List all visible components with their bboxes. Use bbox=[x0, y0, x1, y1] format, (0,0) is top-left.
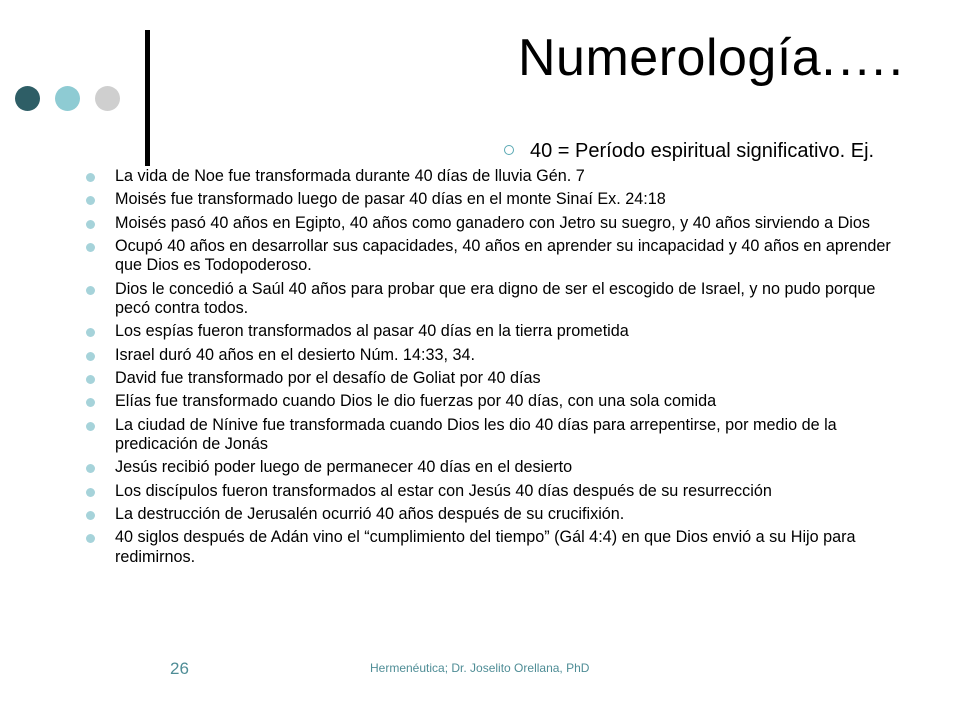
bullet-dot-icon bbox=[86, 464, 95, 473]
bullet-dot-icon bbox=[86, 196, 95, 205]
gray-dot-icon bbox=[95, 86, 120, 111]
bullet-dot-icon bbox=[86, 398, 95, 407]
list-item: Israel duró 40 años en el desierto Núm. 14:33, 34. bbox=[84, 346, 904, 366]
list-item: La ciudad de Nínive fue transformada cuando Dios les dio 40 días para arrepentirse, por medio de la predicación de Jonás bbox=[84, 416, 904, 455]
slide-title: Numerología.…. bbox=[518, 29, 904, 87]
bullet-dot-icon bbox=[86, 286, 95, 295]
ring-bullet-icon bbox=[504, 145, 514, 155]
list-item: Los discípulos fueron transformados al estar con Jesús 40 días después de su resurrección bbox=[84, 482, 904, 502]
bullet-list bbox=[84, 167, 904, 571]
list-item: 40 siglos después de Adán vino el “cumplimiento del tiempo” (Gál 4:4) en que Dios envió a su Hijo para redimirnos. bbox=[84, 528, 904, 567]
list-item: Ocupó 40 años en desarrollar sus capacidades, 40 años en aprender su incapacidad y 40 años en aprender que Dios es Todopoderoso. bbox=[84, 237, 904, 276]
title-divider-line bbox=[145, 30, 150, 166]
bullet-dot-icon bbox=[86, 328, 95, 337]
dark-teal-dot-icon bbox=[15, 86, 40, 111]
slide-footer: Hermenéutica; Dr. Joselito Orellana, PhD bbox=[370, 661, 590, 675]
light-teal-dot-icon bbox=[55, 86, 80, 111]
list-item: Elías fue transformado cuando Dios le dio fuerzas por 40 días, con una sola comida bbox=[84, 392, 904, 412]
list-item: La destrucción de Jerusalén ocurrió 40 años después de su crucifixión. bbox=[84, 505, 904, 525]
page-number: 26 bbox=[170, 659, 189, 678]
bullet-dot-icon bbox=[86, 243, 95, 252]
bullet-dot-icon bbox=[86, 220, 95, 229]
bullet-dot-icon bbox=[86, 534, 95, 543]
list-item: Los espías fueron transformados al pasar 40 días en la tierra prometida bbox=[84, 322, 904, 342]
bullet-dot-icon bbox=[86, 375, 95, 384]
slide-subtitle bbox=[504, 140, 874, 163]
subtitle-text: 40 = Período espiritual significativo. Ej. bbox=[530, 140, 875, 162]
list-item: Dios le concedió a Saúl 40 años para probar que era digno de ser el escogido de Israel, y no pudo porque pecó contra todos. bbox=[84, 280, 904, 319]
bullet-dot-icon bbox=[86, 352, 95, 361]
bullet-dot-icon bbox=[86, 422, 95, 431]
bullet-dot-icon bbox=[86, 511, 95, 520]
list-item: La vida de Noe fue transformada durante 40 días de lluvia Gén. 7 bbox=[84, 167, 904, 187]
list-item: Jesús recibió poder luego de permanecer 40 días en el desierto bbox=[84, 458, 904, 478]
bullet-dot-icon bbox=[86, 488, 95, 497]
list-item: David fue transformado por el desafío de Goliat por 40 días bbox=[84, 369, 904, 389]
list-item: Moisés fue transformado luego de pasar 40 días en el monte Sinaí Ex. 24:18 bbox=[84, 190, 904, 210]
bullet-dot-icon bbox=[86, 173, 95, 182]
list-item: Moisés pasó 40 años en Egipto, 40 años como ganadero con Jetro su suegro, y 40 años sirviendo a Dios bbox=[84, 214, 904, 234]
